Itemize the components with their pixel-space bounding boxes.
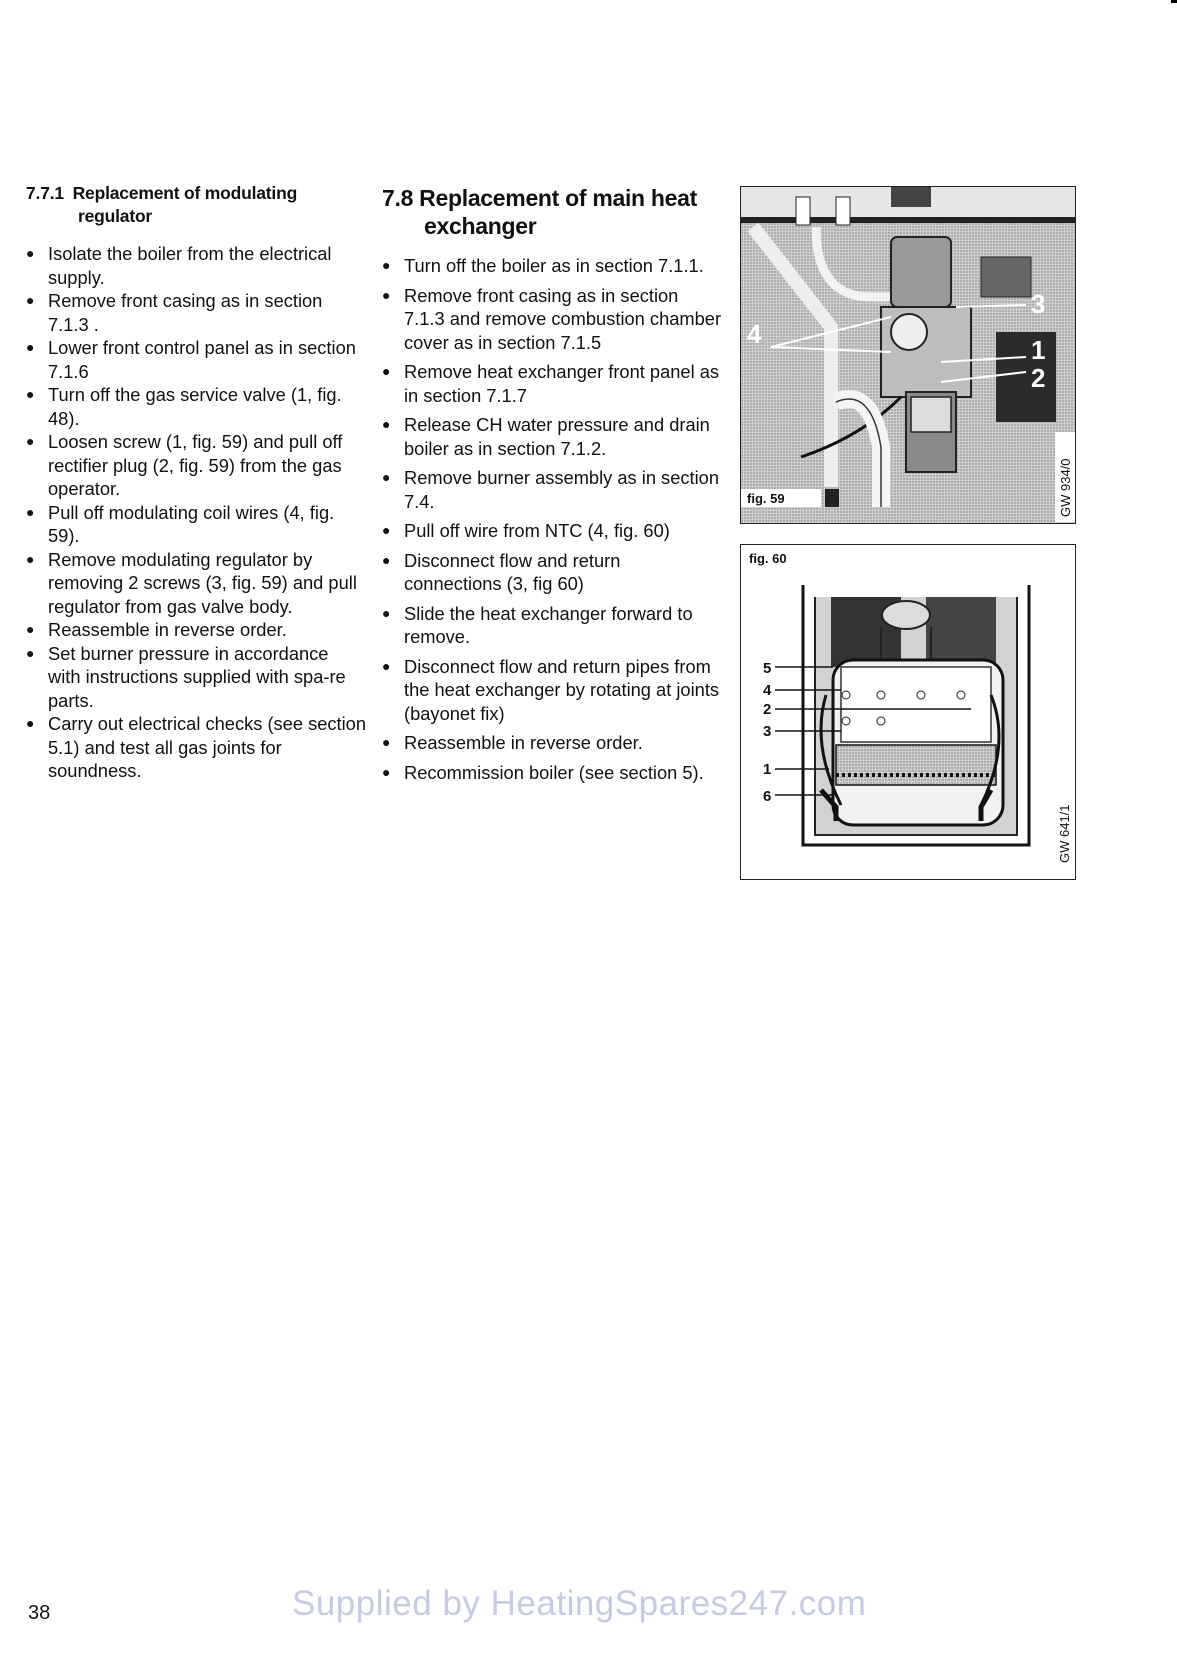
callout-2: 2 (1031, 363, 1046, 393)
callout-3: 3 (1031, 289, 1046, 319)
list-item: ● Carry out electrical checks (see section 5.1) and test all gas joints for soundness. (26, 712, 366, 783)
figure-60-label: fig. 60 (749, 551, 787, 566)
list-item: ● Lower front control panel as in section 7.1.6 (26, 336, 366, 383)
section-78-title-line1: Replacement of main heat (419, 185, 697, 211)
list-item: ● Pull off modulating coil wires (4, fig. 59). (26, 501, 366, 548)
section-78-title-line2: exchanger (424, 213, 537, 239)
list-item: ● Pull off wire from NTC (4, fig. 60) (382, 519, 722, 543)
callout-4: 4 (747, 319, 762, 349)
corner-mark (1171, 0, 1177, 3)
callout-1: 1 (763, 761, 772, 778)
callout-3: 3 (763, 723, 772, 740)
section-78-number: 7.8 (382, 185, 414, 211)
list-item: ● Reassemble in reverse order. (26, 618, 366, 642)
figure-60 (740, 544, 1076, 880)
list-item: ● Release CH water pressure and drain boiler as in section 7.1.2. (382, 413, 722, 460)
list-item: ● Remove modulating regulator by removing 2 screws (3, fig. 59) and pull regulator from gas valve body. (26, 548, 366, 619)
list-item: ● Set burner pressure in accordance with instructions supplied with spa-re parts. (26, 642, 366, 713)
callout-5: 5 (763, 660, 772, 677)
page-number: 38 (28, 1602, 51, 1624)
list-item: ● Remove burner assembly as in section 7.4. (382, 466, 722, 513)
figure-60-illustration (741, 545, 1075, 879)
figure-59-code: GW 934/0 (1058, 458, 1073, 517)
callout-4: 4 (763, 682, 772, 699)
list-item: ● Remove front casing as in section 7.1.3 . (26, 289, 366, 336)
list-item: ● Loosen screw (1, fig. 59) and pull off rectifier plug (2, fig. 59) from the gas operator. (26, 430, 366, 501)
section-771 (26, 182, 366, 783)
callout-1: 1 (1031, 335, 1046, 365)
section-78-heading (382, 184, 722, 240)
list-item: ● Recommission boiler (see section 5). (382, 761, 722, 785)
section-78-list (382, 254, 722, 784)
figure-59-label: fig. 59 (747, 491, 785, 506)
callout-6: 6 (763, 788, 772, 805)
section-78 (382, 182, 722, 790)
list-item: ● Disconnect flow and return connections (3, fig 60) (382, 549, 722, 596)
callout-2: 2 (763, 701, 772, 718)
list-item: ● Disconnect flow and return pipes from the heat exchanger by rotating at joints (bayonet fix) (382, 655, 722, 726)
list-item: ● Slide the heat exchanger forward to remove. (382, 602, 722, 649)
figure-59-illustration (741, 187, 1075, 523)
section-771-number: 7.7.1 (26, 183, 64, 203)
section-771-list (26, 242, 366, 783)
list-item: ● Isolate the boiler from the electrical supply. (26, 242, 366, 289)
figure-59 (740, 186, 1076, 524)
figure-60-code: GW 641/1 (1057, 804, 1072, 863)
list-item: ● Remove heat exchanger front panel as in section 7.1.7 (382, 360, 722, 407)
section-771-title-line2: regulator (78, 206, 153, 226)
watermark: Supplied by HeatingSpares247.com (292, 1584, 867, 1623)
list-item: ● Turn off the boiler as in section 7.1.1. (382, 254, 722, 278)
list-item: ● Turn off the gas service valve (1, fig. 48). (26, 383, 366, 430)
section-771-title-line1: Replacement of modulating (72, 183, 298, 203)
list-item: ● Remove front casing as in section 7.1.3 and remove combustion chamber cover as in section 7.1.5 (382, 284, 722, 355)
section-771-heading (26, 182, 366, 228)
list-item: ● Reassemble in reverse order. (382, 731, 722, 755)
